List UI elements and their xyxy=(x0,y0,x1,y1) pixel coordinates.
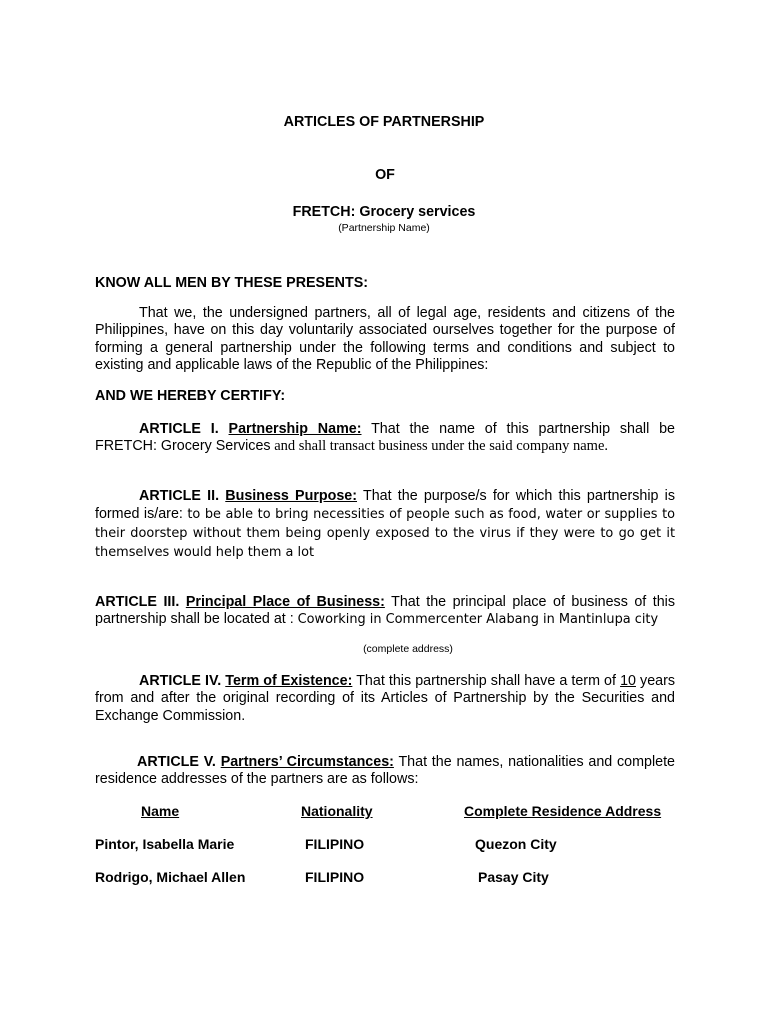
article-5 xyxy=(95,754,675,789)
table-header-name: Name xyxy=(141,803,180,819)
article-1-text-serif: and shall transact business under the said company name. xyxy=(270,438,608,455)
table-header-address: Complete Residence Address xyxy=(464,803,662,819)
article-2-heading: Business Purpose: xyxy=(225,488,358,504)
article-5-heading: Partners’ Circumstances: xyxy=(220,754,394,770)
article-1-heading: Partnership Name: xyxy=(228,421,362,437)
table-row-2-address: Pasay City xyxy=(478,869,549,885)
article-5-number: ARTICLE V. xyxy=(137,754,216,770)
article-2-text: That the purpose/s for which this partnership is formed is/are: xyxy=(95,488,675,523)
article-1 xyxy=(95,421,675,456)
table-row-1-nationality: FILIPINO xyxy=(305,836,365,852)
table-row-2-name: Rodrigo, Michael Allen xyxy=(95,869,246,885)
article-3-text: That the principal place of business of this partnership shall be located at : xyxy=(95,594,675,628)
article-3-number: ARTICLE III. xyxy=(95,594,180,610)
article-3-heading: Principal Place of Business: xyxy=(185,594,385,610)
partnership-name-caption: (Partnership Name) xyxy=(338,222,430,234)
table-row-1-name: Pintor, Isabella Marie xyxy=(95,836,235,852)
table-row-1-address: Quezon City xyxy=(475,836,557,852)
article-1-text: That the name of this partnership shall be FRETCH: Grocery Services xyxy=(95,421,675,455)
partnership-name: FRETCH: Grocery services xyxy=(292,204,476,220)
article-2 xyxy=(95,488,675,562)
intro-text: That we, the undersigned partners, all of legal age, residents and citizens of the Philippines, have on this day voluntarily associated ourselves together for the purpose of forming a general partnership under the following terms and conditions and subject to existing and applicable laws of the Republic of the Philippines: xyxy=(95,305,675,373)
document-title: ARTICLES OF PARTNERSHIP xyxy=(283,114,485,130)
article-3 xyxy=(95,594,675,629)
intro-paragraph xyxy=(95,305,675,374)
table-row-2-nationality: FILIPINO xyxy=(305,869,365,885)
certify-heading: AND WE HEREBY CERTIFY: xyxy=(95,388,286,404)
article-4 xyxy=(95,673,675,725)
article-2-purpose: to be able to bring necessities of people such as food, water or supplies to their doorstep without them being openly exposed to the virus if they were to go get it themselves would help them a lot xyxy=(95,507,676,561)
article-4-heading: Term of Existence: xyxy=(225,673,353,689)
address-caption: (complete address) xyxy=(363,643,453,655)
article-4-text-b: years from and after the original recording of its Articles of Partnership by the Securities and Exchange Commission. xyxy=(95,673,676,724)
table-header-nationality: Nationality xyxy=(301,803,373,819)
of-line: OF xyxy=(375,167,395,183)
know-all-heading: KNOW ALL MEN BY THESE PRESENTS: xyxy=(95,275,368,291)
article-4-term: 10 xyxy=(620,673,636,689)
article-4-number: ARTICLE IV. xyxy=(139,673,222,689)
article-3-address: Coworking in Commercenter Alabang in Mantinlupa city xyxy=(297,612,659,628)
article-2-number: ARTICLE II. xyxy=(139,488,220,504)
article-1-number: ARTICLE I. xyxy=(139,421,219,437)
article-4-text-a: That this partnership shall have a term of xyxy=(356,673,621,689)
article-5-text: That the names, nationalities and complete residence addresses of the partners are as follows: xyxy=(95,754,675,788)
